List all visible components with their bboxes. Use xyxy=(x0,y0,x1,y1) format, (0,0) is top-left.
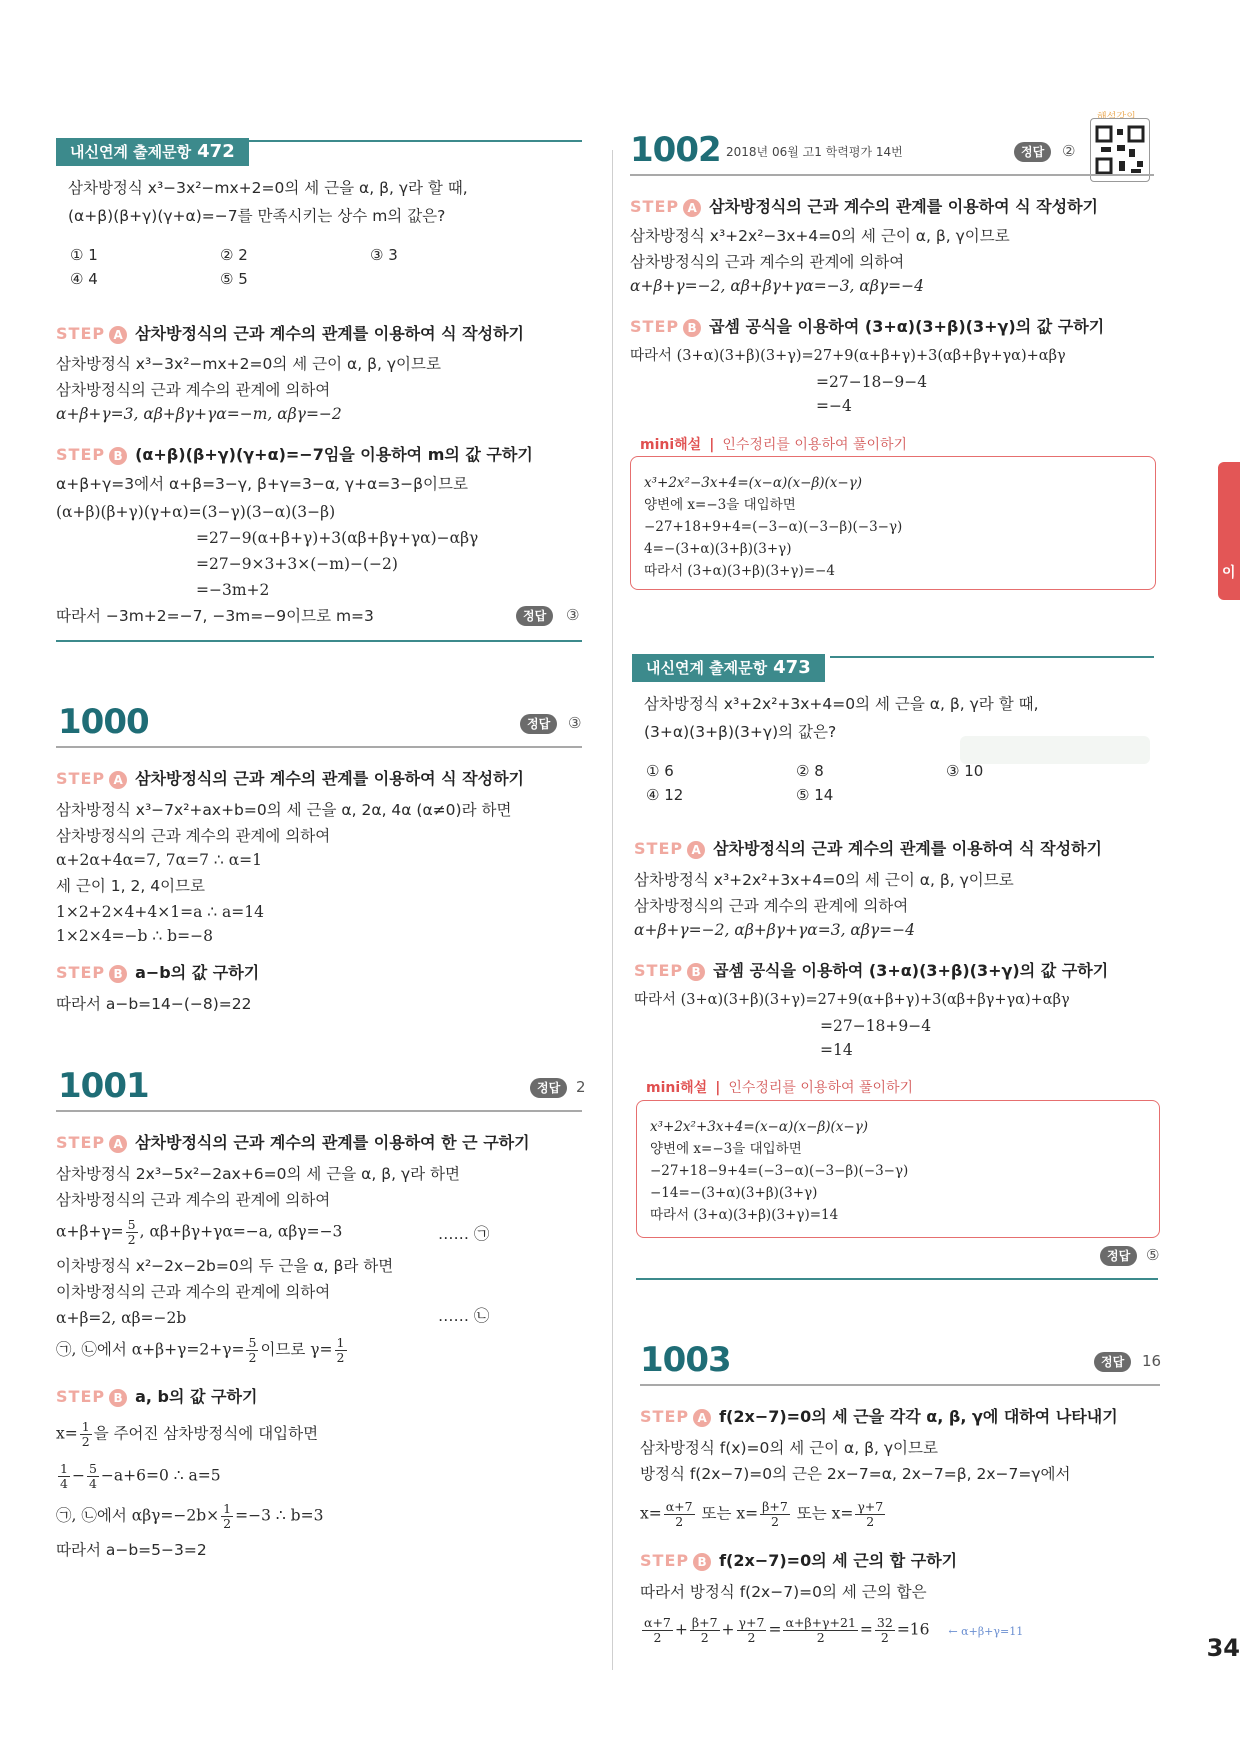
numerator: 1 xyxy=(60,1461,68,1476)
naesin-label: 내신연계 출제문항 xyxy=(70,143,192,161)
answer-value: ⑤ xyxy=(1146,1246,1160,1264)
text: ㉠, ㉡에서 αβγ=−2b× xyxy=(56,1506,220,1525)
p1001-b4: 따라서 a−b=5−3=2 xyxy=(56,1541,207,1559)
p1002-a1: 삼차방정식 x³+2x²−3x+4=0의 세 근이 α, β, γ이므로 xyxy=(630,227,1010,245)
numerator: α+β+γ+21 xyxy=(785,1615,856,1630)
problem-number-1000: 1000 xyxy=(58,702,149,742)
denominator: 4 xyxy=(88,1476,97,1491)
text: 이므로 γ= xyxy=(260,1340,333,1359)
step-letter: A xyxy=(109,326,127,344)
p1001-b2 xyxy=(56,1462,221,1491)
naesin-banner-472 xyxy=(56,138,249,166)
step-title: 곱셈 공식을 이용하여 (3+α)(3+β)(3+γ)의 값 구하기 xyxy=(713,961,1109,980)
q473-m4: −14=−(3+α)(3+β)(3+γ) xyxy=(650,1185,818,1201)
q472-line1: 삼차방정식 x³−3x²−mx+2=0의 세 근을 α, β, γ라 할 때, xyxy=(68,179,468,197)
q472-b5: =−3m+2 xyxy=(196,581,270,599)
q473-a3: α+β+γ=−2, αβ+βγ+γα=3, αβγ=−4 xyxy=(634,921,915,939)
step-title: 삼차방정식의 근과 계수의 관계를 이용하여 식 작성하기 xyxy=(709,197,1099,216)
answer-badge: 정답 xyxy=(530,1078,567,1098)
denominator: 2 xyxy=(248,1350,257,1365)
text: x= xyxy=(56,1424,78,1443)
p1003-b1: 따라서 방정식 f(2x−7)=0의 세 근의 합은 xyxy=(640,1583,927,1601)
step-tag: STEP xyxy=(56,963,106,982)
q473-m3: −27+18−9+4=(−3−α)(−3−β)(−3−γ) xyxy=(650,1163,909,1179)
p1002-m5: 따라서 (3+α)(3+β)(3+γ)=−4 xyxy=(644,563,835,579)
text: −a+6=0 ∴ a=5 xyxy=(100,1466,221,1485)
q473-b3: =14 xyxy=(820,1041,853,1059)
q472-b3: =27−9(α+β+γ)+3(αβ+βγ+γα)−αβγ xyxy=(196,529,479,547)
q473-m5: 따라서 (3+α)(3+β)(3+γ)=14 xyxy=(650,1207,839,1223)
p1000-a3: α+2α+4α=7, 7α=7 ∴ α=1 xyxy=(56,851,263,869)
mini-label: mini해설 xyxy=(646,1080,708,1096)
p1003-stepB xyxy=(640,1548,957,1571)
text: 또는 x= xyxy=(791,1504,854,1523)
numerator: 5 xyxy=(88,1461,97,1476)
text: ㉠, ㉡에서 α+β+γ=2+γ= xyxy=(56,1340,245,1359)
p1001-stepA xyxy=(56,1130,530,1153)
p1000-a1: 삼차방정식 x³−7x²+ax+b=0의 세 근을 α, 2α, 4α (α≠0)라 하면 xyxy=(56,801,512,819)
step-tag: STEP xyxy=(634,839,684,858)
text: 을 주어진 삼차방정식에 대입하면 xyxy=(93,1424,319,1443)
q473-b1: 따라서 (3+α)(3+β)(3+γ)=27+9(α+β+γ)+3(αβ+βγ+γα)+αβγ xyxy=(634,992,1070,1008)
q472-choice-5[interactable]: ⑤ 5 xyxy=(220,270,248,288)
answer-badge: 정답 xyxy=(516,606,553,626)
step-tag: STEP xyxy=(640,1407,690,1426)
q473-choice-5[interactable]: ⑤ 14 xyxy=(796,786,834,804)
step-letter: B xyxy=(683,319,701,337)
text: − xyxy=(71,1466,85,1485)
step-title: 삼차방정식의 근과 계수의 관계를 이용하여 식 작성하기 xyxy=(135,324,525,343)
p1003-stepA xyxy=(640,1404,1118,1427)
answer-value: 2 xyxy=(576,1078,586,1096)
q473-stepA xyxy=(634,836,1102,859)
numerator: α+7 xyxy=(665,1499,693,1514)
denominator: 2 xyxy=(747,1630,756,1645)
step-letter: B xyxy=(109,1389,127,1407)
step-title: a, b의 값 구하기 xyxy=(135,1387,258,1406)
p1003-b2: $\frac{\alpha+7}{2}$ + $\frac{\beta+7}{2}$ + $\frac{\gamma+7}{2}$ = $\frac{\alpha+\beta+\gamma+21}{2}$ = $\frac{32}{2}$ =16 ← α+β+γ=11 xyxy=(644,1615,1024,1645)
naesin-number: 473 xyxy=(773,657,811,678)
step-letter: B xyxy=(109,965,127,983)
fraction xyxy=(126,1218,138,1247)
step-letter: A xyxy=(109,771,127,789)
step-tag: STEP xyxy=(56,769,106,788)
denominator: 2 xyxy=(816,1630,825,1645)
fraction xyxy=(642,1616,673,1645)
text: α+β+γ= xyxy=(56,1222,124,1241)
denominator: 2 xyxy=(866,1514,875,1529)
numerator: γ+7 xyxy=(738,1615,765,1630)
p1002-stepA xyxy=(630,194,1098,217)
q472-a3: α+β+γ=3, αβ+βγ+γα=−m, αβγ=−2 xyxy=(56,405,342,423)
p1002-b2: =27−18−9−4 xyxy=(816,373,928,391)
p1001-a4: 이차방정식 x²−2x−2b=0의 두 근을 α, β라 하면 xyxy=(56,1257,394,1275)
column-divider xyxy=(612,150,613,1670)
step-tag: STEP xyxy=(56,1387,106,1406)
p1002-b3: =−4 xyxy=(816,397,852,415)
p1001-a7 xyxy=(56,1336,349,1365)
qr-code-icon[interactable] xyxy=(1090,118,1150,182)
answer-value: ② xyxy=(1062,142,1076,160)
p1001-mark2: …… ㉡ xyxy=(438,1307,490,1325)
fraction xyxy=(246,1336,258,1365)
p1001-b3 xyxy=(56,1502,323,1531)
fraction xyxy=(221,1502,233,1531)
mini-header: mini해설 | 인수정리를 이용하여 풀이하기 xyxy=(640,437,908,453)
q473-choice-4[interactable]: ④ 12 xyxy=(646,786,684,804)
step-tag: STEP xyxy=(630,317,680,336)
text: 또는 x= xyxy=(696,1504,759,1523)
q473-b2: =27−18+9−4 xyxy=(820,1017,932,1035)
p1001-a2: 삼차방정식의 근과 계수의 관계에 의하여 xyxy=(56,1191,331,1209)
problem-rule xyxy=(56,1110,582,1112)
denominator: 2 xyxy=(880,1630,889,1645)
mini-label: mini해설 xyxy=(640,437,702,453)
q473-m2: 양변에 x=−3을 대입하면 xyxy=(650,1141,802,1157)
denominator: 2 xyxy=(81,1434,90,1449)
answer-badge: 정답 xyxy=(1094,1352,1131,1372)
q472-stepA xyxy=(56,321,524,344)
step-title: f(2x−7)=0의 세 근의 합 구하기 xyxy=(719,1551,958,1570)
p1001-a1: 삼차방정식 2x³−5x²−2ax+6=0의 세 근을 α, β, γ라 하면 xyxy=(56,1165,461,1183)
step-letter: A xyxy=(683,199,701,217)
step-tag: STEP xyxy=(634,961,684,980)
p1003-a1: 삼차방정식 f(x)=0의 세 근이 α, β, γ이므로 xyxy=(640,1439,938,1457)
section-rule xyxy=(56,640,582,642)
step-tag: STEP xyxy=(630,197,680,216)
p1000-a2: 삼차방정식의 근과 계수의 관계에 의하여 xyxy=(56,827,331,845)
step-title: 삼차방정식의 근과 계수의 관계를 이용하여 식 작성하기 xyxy=(713,839,1103,858)
fraction xyxy=(690,1616,720,1645)
numerator: β+7 xyxy=(762,1499,788,1514)
q472-stepB xyxy=(56,442,533,465)
hint-note: ← α+β+γ=11 xyxy=(948,1624,1024,1638)
q472-b4: =27−9×3+3×(−m)−(−2) xyxy=(196,555,398,573)
text: , αβ+βγ+γα=−a, αβγ=−3 xyxy=(139,1222,343,1241)
q473-choice-3[interactable]: ③ 10 xyxy=(946,762,984,780)
p1000-a5: 1×2+2×4+4×1=a ∴ a=14 xyxy=(56,903,265,921)
numerator: γ+7 xyxy=(857,1499,884,1514)
fraction xyxy=(664,1500,695,1529)
q472-a1: 삼차방정식 x³−3x²−mx+2=0의 세 근이 α, β, γ이므로 xyxy=(56,355,441,373)
p1000-stepA xyxy=(56,766,524,789)
fraction xyxy=(58,1462,70,1491)
q473-a2: 삼차방정식의 근과 계수의 관계에 의하여 xyxy=(634,897,909,915)
section-rule xyxy=(636,1278,1158,1280)
text: =16 xyxy=(896,1620,930,1639)
denominator: 4 xyxy=(60,1476,68,1491)
answer-value: ③ xyxy=(568,714,582,732)
step-tag: STEP xyxy=(640,1551,690,1570)
p1000-b1: 따라서 a−b=14−(−8)=22 xyxy=(56,995,252,1013)
step-title: 삼차방정식의 근과 계수의 관계를 이용하여 한 근 구하기 xyxy=(135,1133,530,1152)
naesin-number: 472 xyxy=(197,141,235,162)
answer-value: 16 xyxy=(1142,1352,1162,1370)
fraction xyxy=(80,1420,92,1449)
answer-value: ③ xyxy=(566,606,580,624)
denominator: 2 xyxy=(770,1514,779,1529)
source-label: 2018년 06월 고1 학력평가 14번 xyxy=(726,145,903,159)
numerator: 5 xyxy=(248,1335,257,1350)
naesin-label: 내신연계 출제문항 xyxy=(646,659,768,677)
fraction xyxy=(737,1616,767,1645)
mini-title: 인수정리를 이용하여 풀이하기 xyxy=(728,1080,914,1096)
step-title: f(2x−7)=0의 세 근을 각각 α, β, γ에 대하여 나타내기 xyxy=(719,1407,1118,1426)
step-letter: B xyxy=(687,963,705,981)
p1001-a5: 이차방정식의 근과 계수의 관계에 의하여 xyxy=(56,1283,331,1301)
q473-a1: 삼차방정식 x³+2x²+3x+4=0의 세 근이 α, β, γ이므로 xyxy=(634,871,1014,889)
p1002-m1: x³+2x²−3x+4=(x−α)(x−β)(x−γ) xyxy=(644,475,863,491)
step-title: 곱셈 공식을 이용하여 (3+α)(3+β)(3+γ)의 값 구하기 xyxy=(709,317,1105,336)
naesin-banner-473 xyxy=(632,654,825,682)
q473-line1: 삼차방정식 x³+2x²+3x+4=0의 세 근을 α, β, γ라 할 때, xyxy=(644,695,1039,713)
p1002-m2: 양변에 x=−3을 대입하면 xyxy=(644,497,796,513)
fraction xyxy=(783,1616,857,1645)
p1002-m4: 4=−(3+α)(3+β)(3+γ) xyxy=(644,541,792,557)
p1000-stepB xyxy=(56,960,259,983)
denominator: 2 xyxy=(336,1350,345,1365)
step-title: (α+β)(β+γ)(γ+α)=−7임을 이용하여 m의 값 구하기 xyxy=(135,445,533,464)
problem-number-1002: 1002 xyxy=(630,130,721,170)
p1002-m3: −27+18+9+4=(−3−α)(−3−β)(−3−γ) xyxy=(644,519,903,535)
p1003-a2: 방정식 f(2x−7)=0의 근은 2x−7=α, 2x−7=β, 2x−7=γ에서 xyxy=(640,1465,1071,1483)
step-tag: STEP xyxy=(56,445,106,464)
q472-a2: 삼차방정식의 근과 계수의 관계에 의하여 xyxy=(56,381,331,399)
denominator: 2 xyxy=(127,1232,136,1247)
q472-b6: 따라서 −3m+2=−7, −3m=−9이므로 m=3 xyxy=(56,607,374,625)
page-number: 34 xyxy=(1206,1634,1240,1662)
q473-line2: (3+α)(3+β)(3+γ)의 값은? xyxy=(644,723,837,741)
naesin-rule xyxy=(240,140,582,142)
problem-rule xyxy=(56,746,582,748)
denominator: 2 xyxy=(223,1516,232,1531)
step-tag: STEP xyxy=(56,324,106,343)
mini-header: mini해설 | 인수정리를 이용하여 풀이하기 xyxy=(646,1080,914,1096)
q472-choice-3[interactable]: ③ 3 xyxy=(370,246,398,264)
p1002-a3: α+β+γ=−2, αβ+βγ+γα=−3, αβγ=−4 xyxy=(630,277,924,295)
step-title: a−b의 값 구하기 xyxy=(135,963,260,982)
p1003-a3 xyxy=(640,1500,887,1529)
numerator: 1 xyxy=(223,1501,232,1516)
problem-rule xyxy=(630,174,1154,176)
numerator: 1 xyxy=(81,1419,90,1434)
step-letter: A xyxy=(693,1409,711,1427)
fraction xyxy=(87,1462,99,1491)
p1000-a6: 1×2×4=−b ∴ b=−8 xyxy=(56,927,213,945)
p1001-a3 xyxy=(56,1218,342,1247)
q473-choice-1[interactable]: ① 6 xyxy=(646,762,674,780)
denominator: 2 xyxy=(700,1630,709,1645)
fraction xyxy=(875,1616,895,1645)
p1000-a4: 세 근이 1, 2, 4이므로 xyxy=(56,877,205,895)
numerator: 5 xyxy=(127,1217,136,1232)
step-title: 삼차방정식의 근과 계수의 관계를 이용하여 식 작성하기 xyxy=(135,769,525,788)
q472-b1: α+β+γ=3에서 α+β=3−γ, β+γ=3−α, γ+α=3−β이므로 xyxy=(56,475,468,493)
numerator: α+7 xyxy=(644,1615,671,1630)
q472-line2: (α+β)(β+γ)(γ+α)=−7를 만족시키는 상수 m의 값은? xyxy=(68,207,446,225)
step-letter: B xyxy=(109,447,127,465)
problem-rule xyxy=(640,1384,1160,1386)
fraction xyxy=(760,1500,790,1529)
p1002-stepB xyxy=(630,314,1104,337)
side-tab-glyph: 이 xyxy=(1222,565,1236,581)
fraction xyxy=(335,1336,347,1365)
step-letter: A xyxy=(687,841,705,859)
denominator: 2 xyxy=(675,1514,684,1529)
numerator: β+7 xyxy=(691,1615,718,1630)
p1002-a2: 삼차방정식의 근과 계수의 관계에 의하여 xyxy=(630,253,905,271)
q473-choice-2[interactable]: ② 8 xyxy=(796,762,824,780)
problem-number-1001: 1001 xyxy=(58,1066,149,1106)
p1001-b1 xyxy=(56,1420,318,1449)
q473-stepB xyxy=(634,958,1108,981)
step-letter: B xyxy=(693,1553,711,1571)
chapter-side-tab[interactable] xyxy=(1218,462,1240,600)
numerator: 1 xyxy=(336,1335,345,1350)
q472-b2: (α+β)(β+γ)(γ+α)=(3−γ)(3−α)(3−β) xyxy=(56,503,336,521)
q472-choice-1[interactable]: ① 1 xyxy=(70,246,98,264)
q472-choice-2[interactable]: ② 2 xyxy=(220,246,248,264)
text: x= xyxy=(640,1504,662,1523)
fraction xyxy=(855,1500,885,1529)
answer-badge: 정답 xyxy=(1014,142,1051,162)
p1001-mark1: …… ㉠ xyxy=(438,1225,490,1243)
p1001-a6: α+β=2, αβ=−2b xyxy=(56,1309,187,1327)
denominator: 2 xyxy=(653,1630,662,1645)
p1002-b1: 따라서 (3+α)(3+β)(3+γ)=27+9(α+β+γ)+3(αβ+βγ+γα)+αβγ xyxy=(630,348,1066,364)
problem-number-1003: 1003 xyxy=(640,1340,731,1380)
naesin-rule xyxy=(830,656,1154,658)
answer-badge: 정답 xyxy=(520,714,557,734)
answer-badge: 정답 xyxy=(1100,1246,1137,1266)
q473-m1: x³+2x²+3x+4=(x−α)(x−β)(x−γ) xyxy=(650,1119,869,1135)
faded-watermark xyxy=(960,736,1150,764)
step-tag: STEP xyxy=(56,1133,106,1152)
numerator: 32 xyxy=(876,1615,893,1630)
step-letter: A xyxy=(109,1135,127,1153)
p1001-stepB xyxy=(56,1384,257,1407)
q472-choice-4[interactable]: ④ 4 xyxy=(70,270,98,288)
mini-title: 인수정리를 이용하여 풀이하기 xyxy=(722,437,908,453)
text: =−3 ∴ b=3 xyxy=(235,1506,324,1525)
